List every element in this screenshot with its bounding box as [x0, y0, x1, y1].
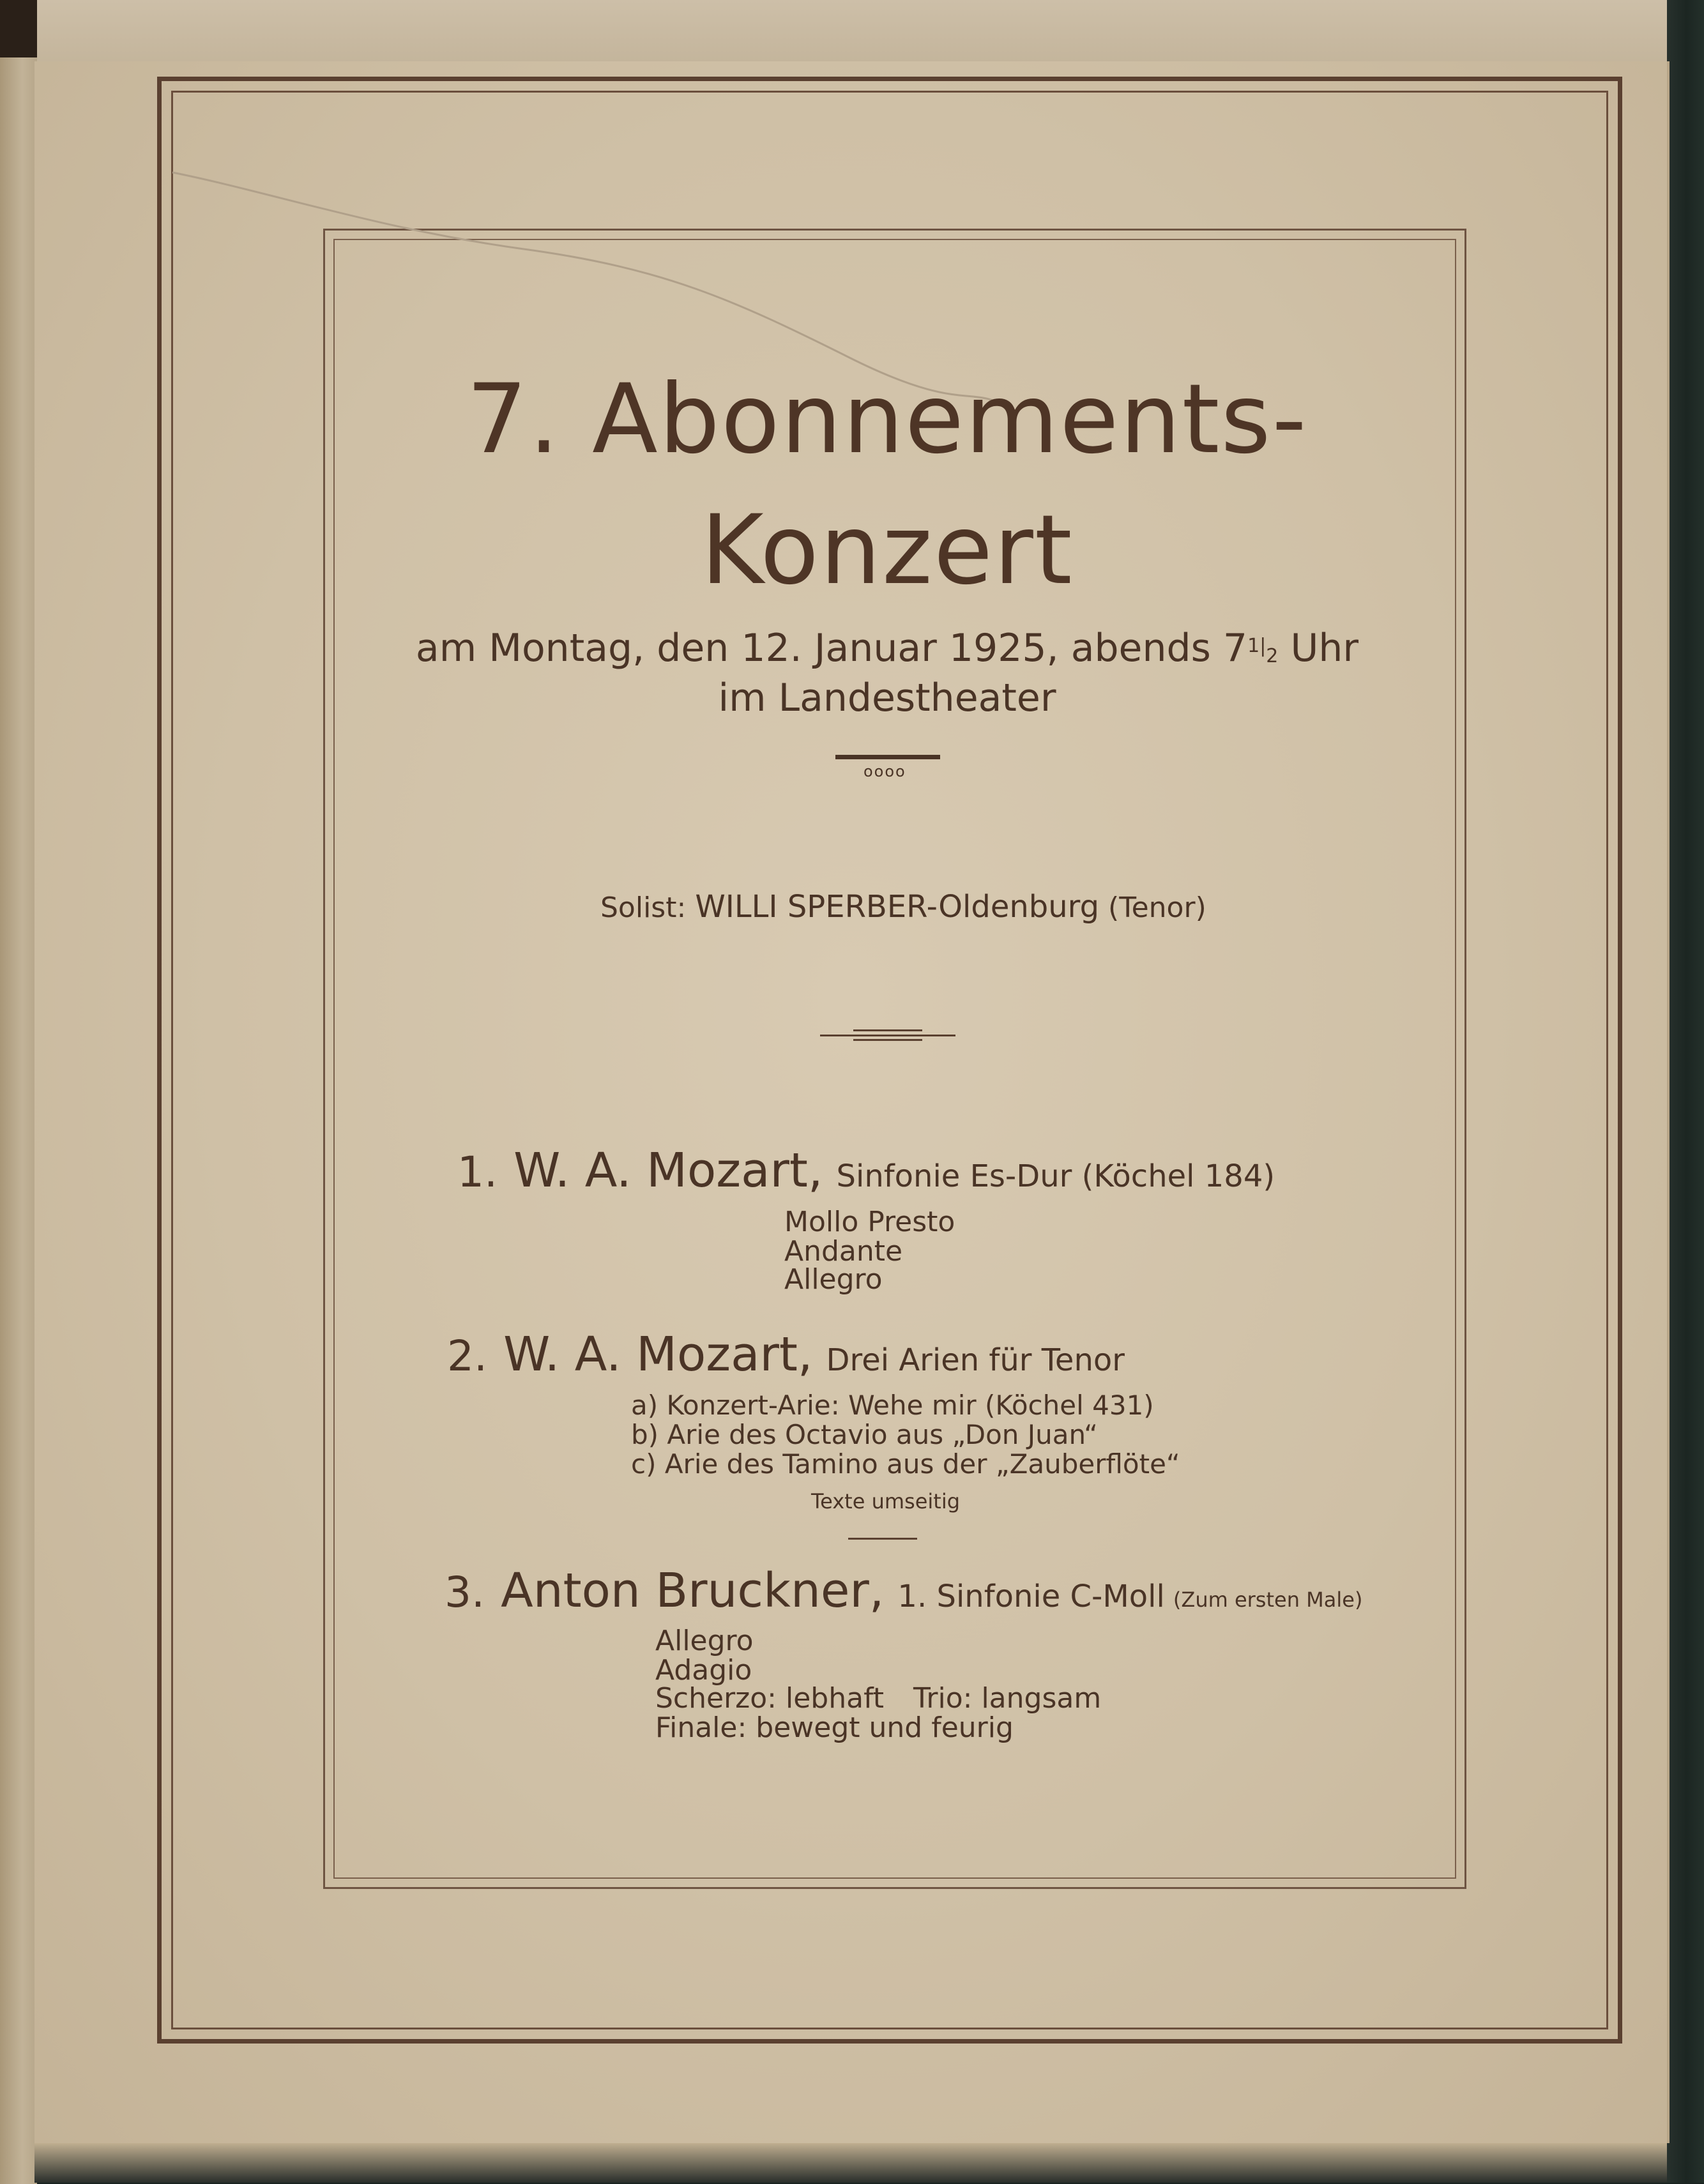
ornament-bar — [835, 755, 940, 759]
time-fraction-numerator: 1 — [1247, 635, 1260, 657]
program-item-work-note: (Zum ersten Male) — [1173, 1588, 1363, 1612]
program-item-composer: Anton Bruckner, — [501, 1563, 885, 1618]
aria-item: b) Arie des Octavio aus „Don Juan“ — [631, 1419, 1098, 1450]
section-divider — [820, 1029, 955, 1042]
concert-date — [0, 626, 1704, 671]
time-suffix: Uhr — [1278, 626, 1359, 671]
corner-shadow — [0, 0, 37, 61]
divider-line — [853, 1039, 922, 1041]
texts-note: Texte umseitig — [811, 1489, 961, 1513]
program-divider — [848, 1538, 917, 1540]
date-text: am Montag, den 12. Januar 1925, abends 7 — [415, 626, 1248, 671]
soloist-voice: (Tenor) — [1108, 891, 1206, 924]
movement: Mollo Presto — [784, 1206, 955, 1238]
time-fraction: 1|2 — [1247, 635, 1279, 667]
ornament-dots: oooo — [863, 762, 906, 780]
movement: Trio: langsam — [913, 1682, 1102, 1715]
program-item-number: 1. — [457, 1148, 498, 1197]
program-item-number: 2. — [447, 1331, 487, 1381]
program-item-work: Drei Arien für Tenor — [826, 1342, 1125, 1378]
movement: Finale: bewegt und feurig — [655, 1711, 1014, 1744]
program-item-1-heading — [457, 1143, 1275, 1198]
divider-line — [820, 1035, 955, 1036]
divider-line — [853, 1029, 922, 1031]
time-fraction-denominator: 2 — [1266, 645, 1279, 667]
movement: Allegro — [784, 1263, 883, 1296]
previous-page-edge — [32, 0, 1667, 63]
concert-title-line2: Konzert — [701, 495, 1074, 606]
program-item-2-heading — [447, 1327, 1125, 1382]
title-ornament — [835, 755, 940, 780]
concert-venue: im Landestheater — [718, 676, 1056, 720]
movement: Andante — [784, 1235, 903, 1268]
program-item-work: Sinfonie Es-Dur (Köchel 184) — [836, 1158, 1275, 1194]
soloist-name: WILLI SPERBER-Oldenburg — [695, 889, 1100, 925]
program-item-composer: W. A. Mozart, — [513, 1143, 823, 1198]
program-item-work: 1. Sinfonie C-Moll — [897, 1579, 1165, 1614]
program-item-3-heading — [445, 1563, 1362, 1618]
aria-item: a) Konzert-Arie: Wehe mir (Köchel 431) — [631, 1390, 1154, 1421]
movement: Scherzo: lebhaft — [655, 1682, 885, 1715]
program-item-number: 3. — [445, 1568, 485, 1617]
movement: Adagio — [655, 1654, 752, 1687]
movement: Allegro — [655, 1625, 754, 1657]
inner-border-inner-line — [333, 239, 1456, 1879]
bottom-shadow — [34, 2143, 1667, 2183]
soloist-line — [600, 889, 1206, 925]
concert-title-line1: 7. Abonnements- — [466, 364, 1308, 475]
aria-item: c) Arie des Tamino aus der „Zauberflöte“ — [631, 1448, 1180, 1480]
program-item-composer: W. A. Mozart, — [503, 1327, 813, 1382]
soloist-label: Solist: — [600, 891, 687, 924]
